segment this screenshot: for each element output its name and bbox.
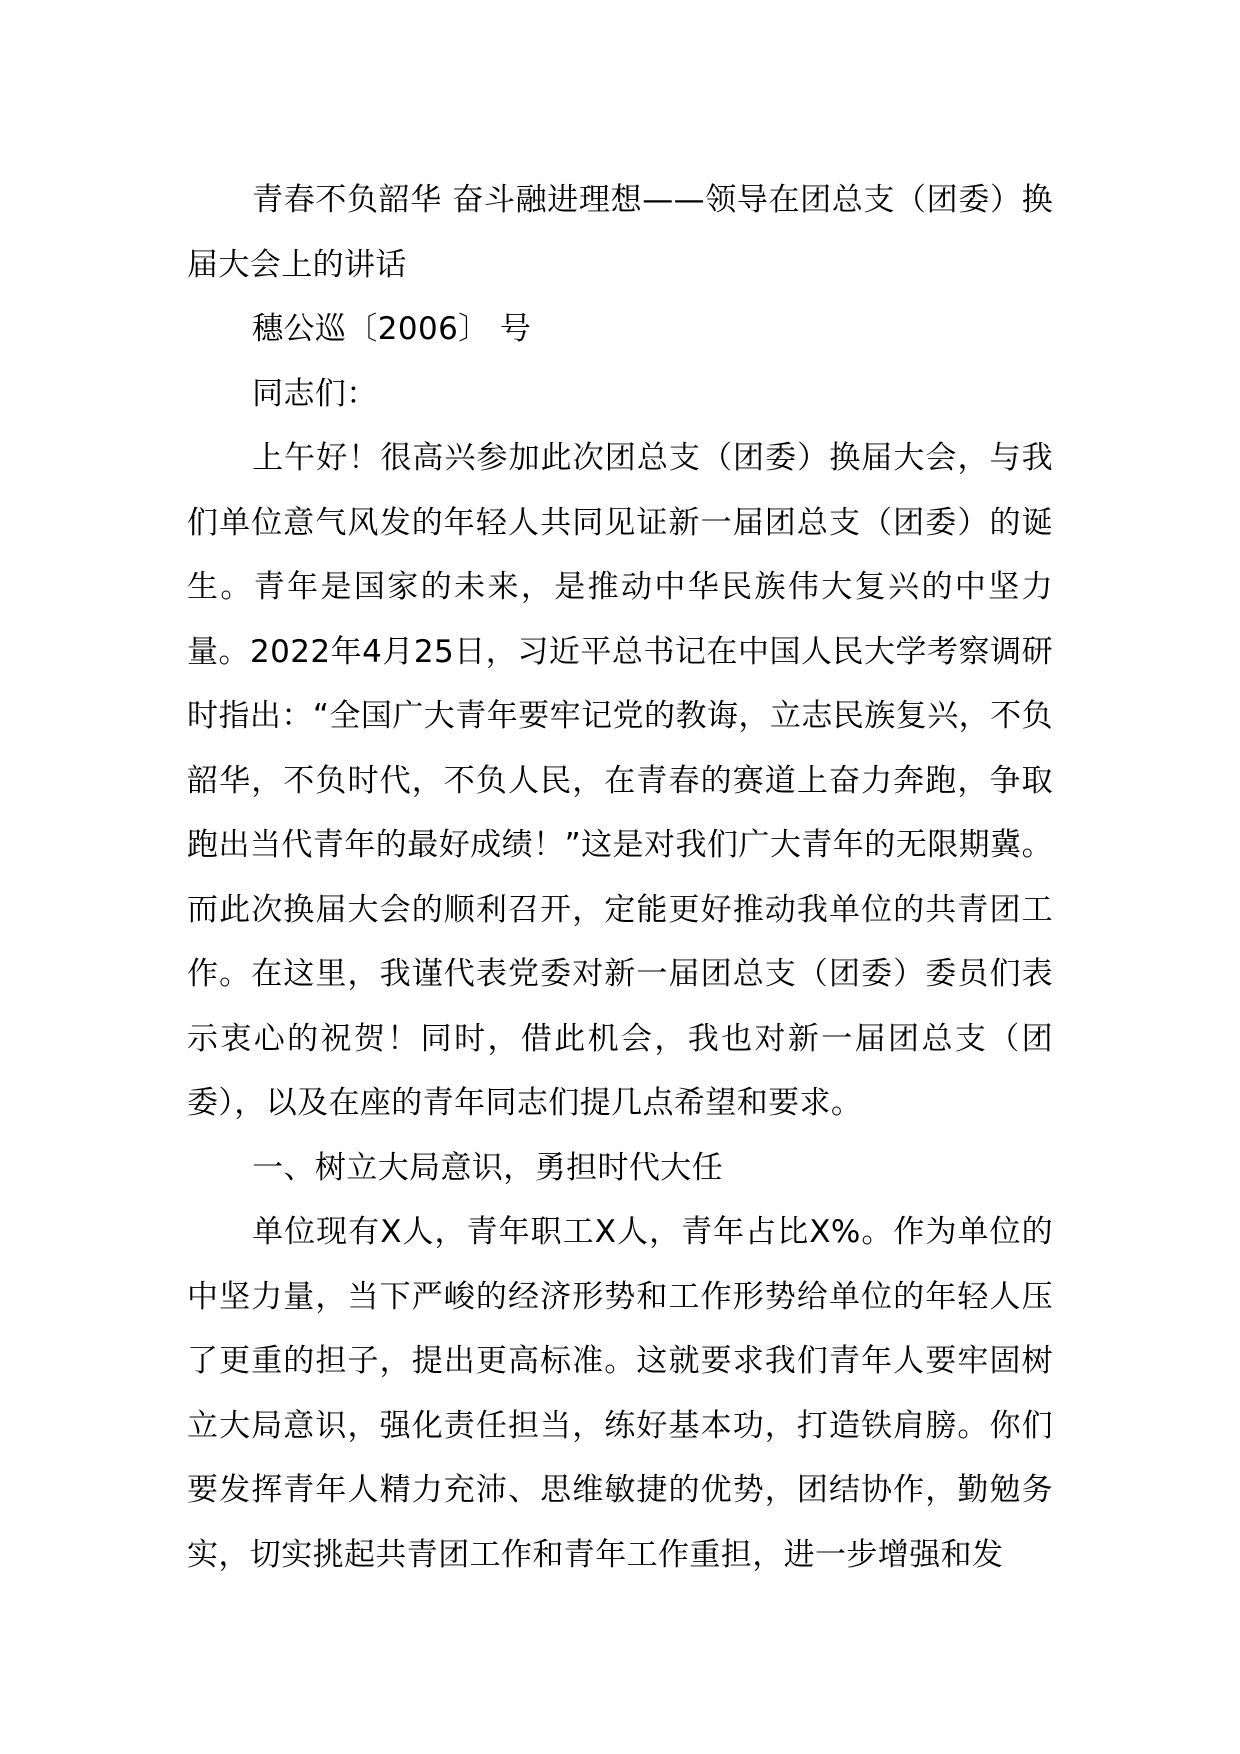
document-title: 青春不负韶华 奋斗融进理想——领导在团总支（团委）换届大会上的讲话	[187, 182, 1053, 283]
document-body	[187, 168, 1053, 1587]
salutation: 同志们：	[252, 375, 378, 412]
paragraph-section-1: 单位现有X人，青年职工X人，青年占比X%。作为单位的中坚力量，当下严峻的经济形势和工作形势给单位的年轻人压了更重的担子，提出更高标准。这就要求我们青年人要牢固树立大局意识，强化责任担当，练好基本功，打造铁肩膀。你们要发挥青年人精力充沛、思维敏捷的优势，团结协作，勤勉务实，切实挑起共青团工作和青年工作重担，进一步增强和发	[187, 1214, 1053, 1573]
paragraph-opening: 上午好！很高兴参加此次团总支（团委）换届大会，与我们单位意气风发的年轻人共同见证新一届团总支（团委）的诞生。青年是国家的未来，是推动中华民族伟大复兴的中坚力量。2022年4月25日，习近平总书记在中国人民大学考察调研时指出：“全国广大青年要牢记党的教诲，立志民族复兴，不负韶华，不负时代，不负人民，在青春的赛道上奋力奔跑，争取跑出当代青年的最好成绩！”这是对我们广大青年的无限期冀。而此次换届大会的顺利召开，定能更好推动我单位的共青团工作。在这里，我谨代表党委对新一届团总支（团委）委员们表示衷心的祝贺！同时，借此机会，我也对新一届团总支（团委），以及在座的青年同志们提几点希望和要求。	[187, 440, 1053, 1121]
document-number: 穗公巡〔2006〕 号	[252, 311, 532, 347]
section-heading-1: 一、树立大局意识，勇担时代大任	[252, 1149, 724, 1186]
